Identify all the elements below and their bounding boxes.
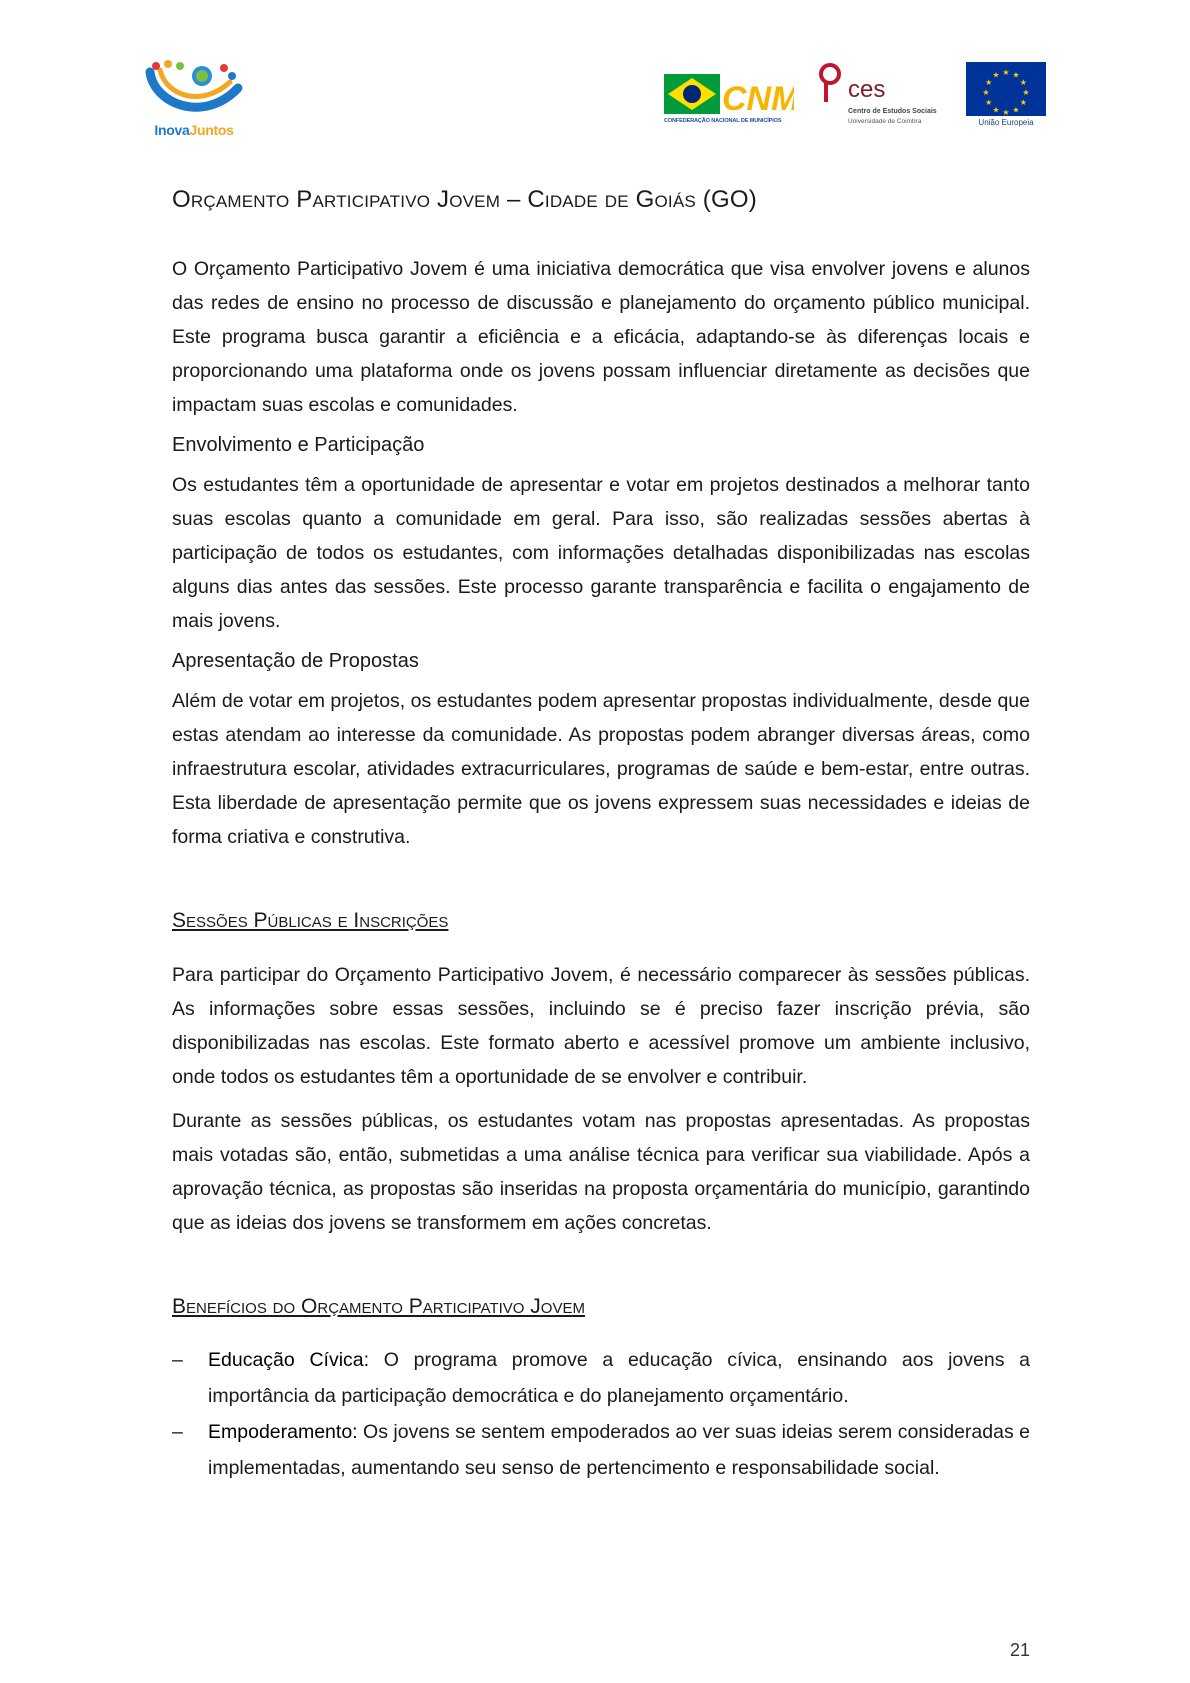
ces-emblem-icon — [818, 62, 846, 106]
envolvimento-paragraph: Os estudantes têm a oportunidade de apresentar e votar em projetos destinados a melhorar tanto suas escolas quanto a comunidade em geral. Para isso, são realizadas sessões abertas à participação de todos os estudantes, com informações detalhadas disponibilizadas nas escolas alguns dias antes das sessões. Este processo garante transparência e facilita o engajamento de mais jovens. — [172, 474, 1030, 632]
benefit-term: Empoderamento: — [208, 1421, 358, 1443]
document-body — [172, 186, 1030, 1486]
benefit-text: Os jovens se sentem empoderados ao ver suas ideias serem consideradas e implementadas, aumentando seu senso de pertencimento e responsabilidade social. — [208, 1421, 1030, 1479]
list-item — [172, 1414, 1030, 1486]
svg-text:★: ★ — [1002, 68, 1010, 77]
svg-text:★: ★ — [1012, 70, 1020, 80]
svg-text:★: ★ — [1019, 98, 1027, 107]
eu-caption: União Europeia — [978, 118, 1034, 127]
bullet-dash: – — [172, 1349, 183, 1371]
svg-text:★: ★ — [992, 70, 1000, 80]
cnm-emblem-icon — [664, 72, 794, 116]
benefits-list — [172, 1342, 1030, 1486]
ces-wordmark: ces — [848, 76, 886, 103]
svg-text:★: ★ — [992, 105, 1000, 115]
inovajuntos-wordmark: InovaJuntos — [154, 122, 234, 138]
svg-text:★: ★ — [1012, 105, 1020, 115]
svg-text:★: ★ — [985, 98, 993, 107]
benefit-text: O programa promove a educação cívica, ensinando aos jovens a importância da participação democrática e do planejamento orçamentário. — [208, 1349, 1030, 1407]
cnm-logo — [664, 72, 794, 130]
section-sessoes-heading: Sessões Públicas e Inscrições — [172, 909, 449, 932]
ces-logo — [818, 60, 948, 130]
svg-text:★: ★ — [985, 78, 993, 87]
page-number: 21 — [1009, 1640, 1030, 1660]
cnm-caption: CONFEDERAÇÃO NACIONAL DE MUNICÍPIOS — [664, 118, 782, 124]
apresentacao-paragraph: Além de votar em projetos, os estudantes podem apresentar propostas individualmente, desde que estas atendam ao interesse da comunidade. As propostas podem abranger diversas áreas, como infraestrutura escolar, atividades extracurriculares, programas de saúde e bem-estar, entre outras. Esta liberdade de apresentação permite que os jovens expressem suas necessidades e ideias de forma criativa e construtiva. — [172, 690, 1030, 848]
svg-text:★: ★ — [1019, 78, 1027, 87]
subheading-apresentacao: Apresentação de Propostas — [172, 650, 419, 672]
cnm-wordmark: CNM — [722, 80, 794, 116]
subheading-envolvimento: Envolvimento e Participação — [172, 434, 425, 456]
bullet-dash: – — [172, 1421, 183, 1443]
eu-flag-icon — [966, 62, 1046, 116]
list-item — [172, 1342, 1030, 1414]
section-beneficios-heading: Benefícios do Orçamento Participativo Jovem — [172, 1295, 585, 1318]
svg-text:★: ★ — [1002, 108, 1010, 116]
svg-text:★: ★ — [982, 88, 990, 97]
ces-university: Universidade de Coimbra — [848, 118, 922, 125]
eu-logo — [966, 62, 1046, 132]
intro-paragraph: O Orçamento Participativo Jovem é uma iniciativa democrática que visa envolver jovens e alunos das redes de ensino no processo de discussão e planejamento do orçamento público municipal. Este programa busca garantir a eficiência e a eficácia, adaptando-se às diferenças locais e proporcionando uma plataforma onde os jovens possam influenciar diretamente as decisões que impactam suas escolas e comunidades. — [172, 258, 1030, 416]
svg-text:★: ★ — [1022, 88, 1030, 97]
inovajuntos-emblem-icon — [144, 58, 244, 122]
page-header — [0, 0, 1190, 150]
sessoes-paragraph-1: Para participar do Orçamento Participativo Jovem, é necessário comparecer às sessões públicas. As informações sobre essas sessões, incluindo se é preciso fazer inscrição prévia, são disponibilizadas nas escolas. Este formato aberto e acessível promove um ambiente inclusivo, onde todos os estudantes têm a oportunidade de se envolver e contribuir. — [172, 964, 1030, 1088]
page-title: Orçamento Participativo Jovem – Cidade de Goiás (GO) — [172, 186, 757, 213]
sessoes-paragraph-2: Durante as sessões públicas, os estudantes votam nas propostas apresentadas. As propostas mais votadas são, então, submetidas a uma análise técnica para verificar sua viabilidade. Após a aprovação técnica, as propostas são inseridas na proposta orçamentária do município, garantindo que as ideias dos jovens se transformem em ações concretas. — [172, 1110, 1030, 1234]
benefit-term: Educação Cívica: — [208, 1349, 370, 1371]
inovajuntos-logo — [144, 58, 244, 144]
ces-name: Centro de Estudos Sociais — [848, 108, 937, 115]
